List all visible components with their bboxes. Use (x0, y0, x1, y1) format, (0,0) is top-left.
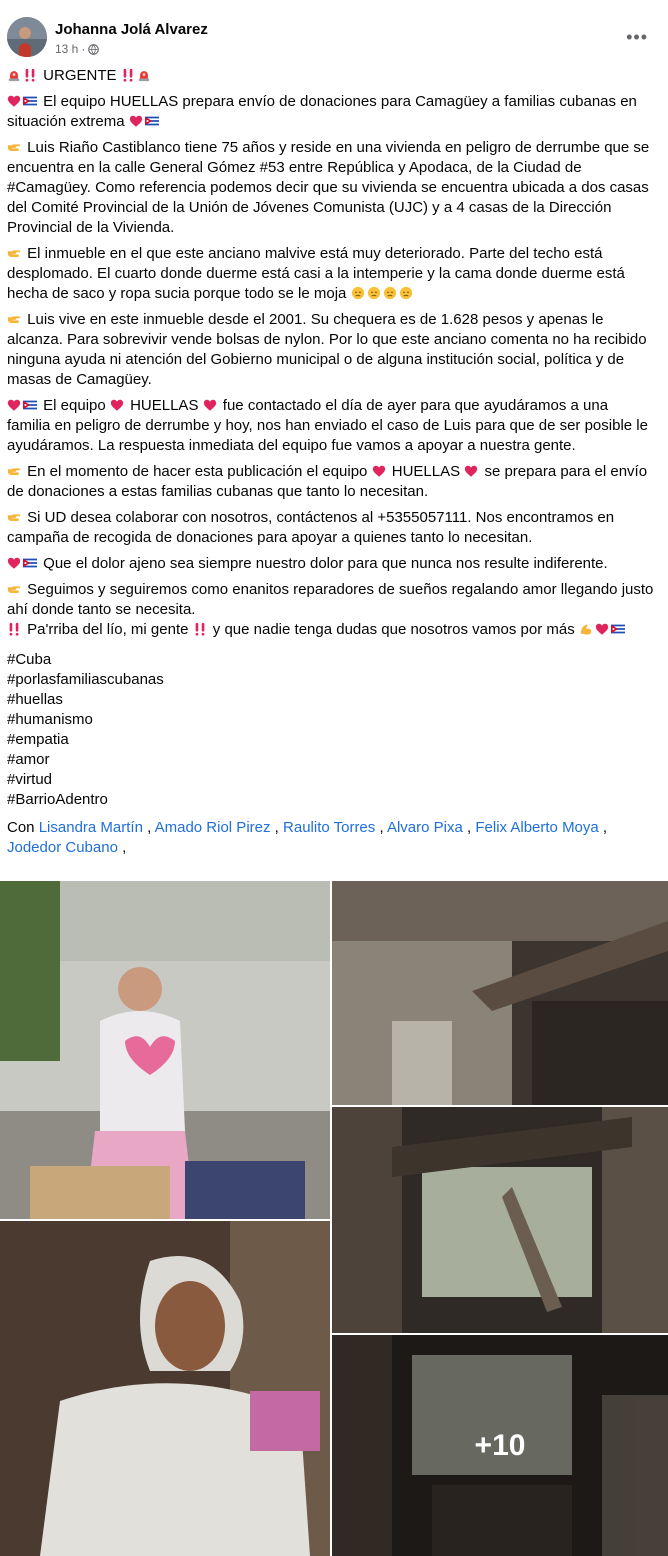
paragraph-7-text: Si UD desea colaborar con nosotros, contáctenos al +5355057111. Nos encontramos en campaña de recogida de donaciones para apoyar a quienes tanto lo necesitan. (7, 509, 615, 546)
post-text (7, 66, 655, 858)
paragraph-10-text-b: y que nadie tenga dudas que nosotros vamos por más (212, 621, 575, 638)
hashtag[interactable]: #empatia (7, 731, 69, 748)
cuba-flag-icon (23, 556, 37, 570)
pointing-hand-icon (7, 312, 21, 326)
tagged-person-link[interactable]: Lisandra Martín (38, 819, 143, 836)
heart-icon (203, 398, 217, 412)
tagged-separator: , (467, 819, 472, 836)
hashtag[interactable]: #huellas (7, 691, 63, 708)
hashtag[interactable]: #porlasfamiliascubanas (7, 671, 164, 688)
paragraph-6-text-b: HUELLAS (391, 463, 461, 480)
paragraph-1-text: El equipo HUELLAS prepara envío de donaciones para Camagüey a familias cubanas en situación extrema (7, 93, 637, 130)
paragraph-5-text-c: fue contactado el día de ayer para que ayudáramos a una familia en peligro de derrumbe y hoy, nos han enviado el caso de Luis para que de ser posible le ayudáramos. La respuesta inmediata del equipo fue vamos a apoyar a nuestra gente. (7, 397, 648, 454)
globe-icon (88, 44, 99, 55)
paragraph-4-text: Luis vive en este inmueble desde el 2001. Su chequera es de 1.628 pesos y apenas le alcanza. Para sobrevivir vende bolsas de nylon. Por lo que este anciano comenta no ha recibido ninguna ayuda ni atención del Gobierno municipal o de alguna institución social, política y de masas de Camagüey. (7, 311, 647, 388)
urgent-line (7, 66, 655, 86)
hashtag[interactable]: #humanismo (7, 711, 93, 728)
tagged-separator: , (274, 819, 279, 836)
avatar[interactable] (7, 17, 47, 57)
double-exclamation-icon (121, 68, 135, 82)
sad-face-icon (351, 286, 365, 300)
photo-volunteer-with-donations[interactable] (0, 881, 330, 1219)
pointing-hand-icon (7, 582, 21, 596)
paragraph-2-text: Luis Riaño Castiblanco tiene 75 años y reside en una vivienda en peligro de derrumbe que se encuentra en la calle General Gómez #53 entre República y Apodaca, de la Ciudad de #Camagüey. Como referencia podemos decir que su vivienda se encuentra ubicada a dos casas del Comité Provincial de la Unión de Jóvenes Comunista (UJC) y a 4 casas de la Dirección Provincial de la Vivienda. (7, 139, 650, 236)
paragraph-2 (7, 138, 655, 238)
hashtag[interactable]: #virtud (7, 771, 53, 788)
sad-face-icon (367, 286, 381, 300)
paragraph-1 (7, 92, 655, 132)
heart-icon (129, 114, 143, 128)
hashtag-list (7, 650, 655, 810)
tagged-separator: , (147, 819, 152, 836)
tagged-person-link[interactable]: Amado Riol Pirez (154, 819, 271, 836)
more-photos-overlay[interactable]: +10 (332, 1335, 668, 1556)
photo-more-images[interactable] (332, 1335, 668, 1556)
pointing-hand-icon (7, 510, 21, 524)
heart-icon (7, 94, 21, 108)
heart-icon (7, 398, 21, 412)
tagged-separator: , (379, 819, 384, 836)
paragraph-5-text-a: El equipo (43, 397, 106, 414)
paragraph-8-text: Que el dolor ajeno sea siempre nuestro dolor para que nunca nos resulte indiferente. (43, 555, 608, 572)
paragraph-3 (7, 244, 655, 304)
paragraph-5-text-b: HUELLAS (130, 397, 199, 414)
cuba-flag-icon (23, 94, 37, 108)
photo-collapsed-roof[interactable] (332, 881, 668, 1105)
cuba-flag-icon (23, 398, 37, 412)
heart-icon (595, 622, 609, 636)
more-options-button[interactable]: ••• (626, 27, 648, 47)
tagged-person-link[interactable]: Jodedor Cubano (7, 839, 118, 856)
paragraph-10-text-a: Pa'rriba del lío, mi gente (27, 621, 189, 638)
paragraph-4 (7, 310, 655, 390)
double-exclamation-icon (23, 68, 37, 82)
sad-face-icon (383, 286, 397, 300)
heart-icon (372, 464, 386, 478)
tagged-person-link[interactable]: Alvaro Pixa (386, 819, 463, 836)
cuba-flag-icon (145, 114, 159, 128)
sad-face-icon (399, 286, 413, 300)
pointing-hand-icon (7, 140, 21, 154)
double-exclamation-icon (7, 622, 21, 636)
hashtag[interactable]: #amor (7, 751, 50, 768)
tagged-trailing-separator: , (122, 839, 127, 856)
hashtag[interactable]: #BarrioAdentro (7, 791, 108, 808)
paragraph-9-text: Seguimos y seguiremos como enanitos reparadores de sueños regalando amor llegando justo ahí donde tanto se necesita. (7, 581, 654, 618)
post-header (0, 10, 668, 62)
heart-icon (7, 556, 21, 570)
paragraph-5 (7, 396, 655, 456)
post-meta (55, 42, 99, 56)
tagged-separator: , (602, 819, 608, 836)
pointing-hand-icon (7, 464, 21, 478)
paragraph-10 (7, 620, 655, 640)
paragraph-8 (7, 554, 655, 574)
tagged-prefix: Con (7, 819, 35, 836)
tagged-person-link[interactable]: Raulito Torres (283, 819, 376, 836)
paragraph-6 (7, 462, 655, 502)
siren-icon (7, 68, 21, 82)
paragraph-9 (7, 580, 655, 620)
paragraph-6-text-a: En el momento de hacer esta publicación el equipo (27, 463, 368, 480)
urgent-text: URGENTE (43, 67, 117, 84)
photo-grid (0, 881, 668, 1556)
photo-elderly-man[interactable] (0, 1221, 330, 1556)
photo-damaged-room[interactable] (332, 1107, 668, 1333)
hashtag[interactable]: #Cuba (7, 651, 52, 668)
paragraph-7 (7, 508, 655, 548)
flexed-biceps-icon (579, 622, 593, 636)
meta-separator: · (81, 42, 86, 56)
paragraph-6-text-c: se prepara para el envío de donaciones a estas familias cubanas que tanto lo necesitan. (7, 463, 648, 500)
heart-icon (110, 398, 124, 412)
post-time[interactable]: 13 h (55, 42, 79, 56)
double-exclamation-icon (193, 622, 207, 636)
paragraph-3-text: El inmueble en el que este anciano malvive está muy deteriorado. Parte del techo está desplomado. El cuarto donde duerme está casi a la intemperie y la cama donde duerme está hecha de saco y ropa sucia porque todo se le moja (7, 245, 625, 302)
pointing-hand-icon (7, 246, 21, 260)
tagged-people (7, 818, 655, 858)
cuba-flag-icon (611, 622, 625, 636)
tagged-person-link[interactable]: Felix Alberto Moya (475, 819, 599, 836)
author-name[interactable]: Johanna Jolá Alvarez (55, 21, 208, 38)
heart-icon (464, 464, 478, 478)
siren-icon (137, 68, 151, 82)
